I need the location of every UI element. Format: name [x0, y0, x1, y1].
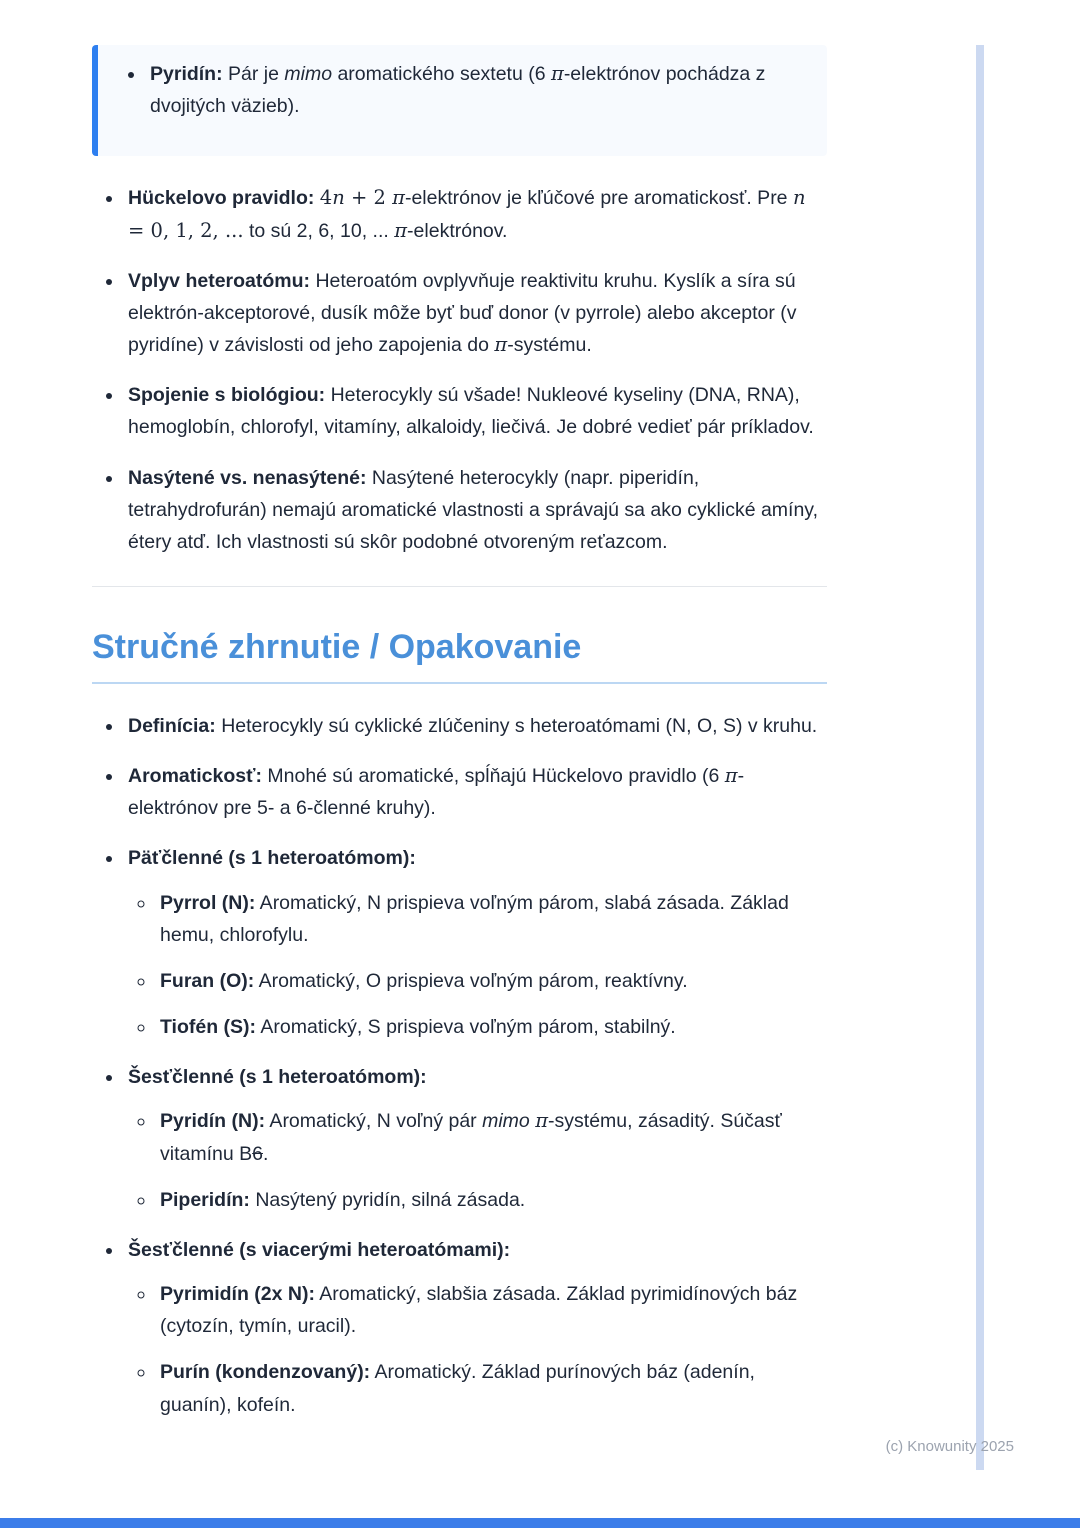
text-segment: to sú 2, 6, 10, ...: [243, 219, 395, 242]
list-item-text: [160, 970, 688, 992]
list-item: [124, 379, 827, 443]
text-segment: Aromatický. Základ purínových báz (adenín, guanín), kofeín.: [160, 1361, 755, 1416]
text-segment: Aromatický, O prispieva voľným párom, reaktívny.: [254, 969, 688, 992]
sub-list: [128, 887, 827, 1044]
text-segment: -elektrónov.: [407, 219, 508, 242]
page-edge-strip: [976, 45, 984, 1470]
text-segment: Aromatický, S prispieva voľným párom, stabilný.: [256, 1016, 676, 1039]
text-segment: .: [262, 1142, 269, 1165]
text-segment: Aromatický, slabšia zásada. Základ pyrimidínových báz (cytozín, tymín, uracil).: [160, 1283, 798, 1338]
text-segment: aromatického sextetu (6: [332, 63, 551, 85]
callout: [92, 45, 827, 156]
text-segment: -systému, zásaditý. Súčasť vitamínu B: [160, 1110, 782, 1165]
list-item-text: [160, 892, 789, 946]
sub-list-item: [156, 1011, 827, 1043]
text-segment: Nasýtený pyridín, silná zásada.: [249, 1188, 526, 1211]
sub-list-item: [156, 1356, 827, 1420]
list-item-text: [160, 1283, 797, 1337]
text-segment: n: [332, 186, 345, 210]
text-segment: Tiofén (S):: [160, 1016, 257, 1039]
list-item-text: [128, 765, 744, 819]
list-item-text: [160, 1016, 676, 1038]
text-segment: Pyrimidín (2x N):: [160, 1283, 315, 1306]
text-segment: n: [792, 186, 806, 210]
sub-list: [128, 1278, 827, 1421]
text-segment: Pyridín (N):: [160, 1110, 266, 1133]
text-segment: mimo: [482, 1110, 530, 1133]
text-segment: Päťčlenné (s 1 heteroatómom):: [128, 847, 416, 870]
content-column: [92, 45, 827, 1421]
section-heading: Stručné zhrnutie / Opakovanie: [92, 627, 827, 684]
text-segment: Heterocykly sú všade! Nukleové kyseliny (DNA, RNA), hemoglobín, chlorofyl, vitamíny, alkaloidy, liečivá. Je dobré vedieť pár príkladov.: [128, 384, 814, 439]
text-segment: π: [724, 764, 738, 788]
notes-list: [92, 182, 827, 558]
list-item-text: [128, 1239, 510, 1261]
list-item-text: [160, 1189, 525, 1211]
text-segment: mimo: [284, 63, 333, 85]
text-segment: Šesťčlenné (s viacerými heteroatómami):: [128, 1238, 511, 1261]
text-segment: Furan (O):: [160, 969, 255, 992]
sub-list-item: [156, 887, 827, 951]
text-segment: Purín (kondenzovaný):: [160, 1361, 371, 1384]
list-item-text: [128, 847, 416, 869]
list-item-text: [128, 270, 797, 356]
text-segment: 4: [319, 186, 333, 210]
footer-credit: (c) Knowunity 2025: [885, 1438, 1014, 1455]
list-item-text: [128, 715, 817, 737]
text-segment: Definícia:: [128, 714, 216, 737]
bottom-accent-bar: [0, 1518, 1080, 1528]
summary-list: [92, 710, 827, 1421]
sub-list-item: [156, 1278, 827, 1342]
text-segment: Mnohé sú aromatické, spĺňajú Hückelovo pravidlo (6: [261, 765, 725, 788]
list-item: [124, 182, 827, 246]
list-item-text: [128, 467, 818, 553]
text-segment: Vplyv heteroatómu:: [128, 269, 311, 292]
callout-list: [120, 58, 799, 122]
text-segment: -elektrónov pre 5- a 6-členné kruhy).: [128, 765, 745, 820]
text-segment: π: [394, 218, 408, 242]
sub-list-item: [156, 1184, 827, 1216]
list-item: [124, 1234, 827, 1421]
text-segment: π: [550, 62, 564, 85]
text-segment: Aromatický, N voľný pár: [265, 1110, 483, 1133]
sub-list: [128, 1105, 827, 1216]
text-segment: π: [392, 186, 405, 210]
text-segment: Šesťčlenné (s 1 heteroatómom):: [128, 1066, 427, 1089]
list-item-text: [160, 1110, 782, 1164]
list-item: [146, 58, 799, 122]
text-segment: Heterocykly sú cyklické zlúčeniny s heteroatómami (N, O, S) v kruhu.: [215, 714, 818, 737]
list-item: [124, 462, 827, 559]
text-segment: -elektrónov je kľúčové pre aromatickosť. Pre: [404, 187, 793, 210]
list-item: [124, 760, 827, 824]
list-item: [124, 710, 827, 742]
sub-list-item: [156, 965, 827, 997]
list-item: [124, 842, 827, 1043]
text-segment: + 2: [344, 186, 393, 210]
list-item-text: [128, 384, 814, 438]
text-segment: Aromatický, N prispieva voľným párom, slabá zásada. Základ hemu, chlorofylu.: [160, 891, 789, 946]
text-segment: Hückelovo pravidlo:: [128, 187, 315, 210]
text-segment: Aromatickosť:: [128, 765, 262, 788]
list-item-text: [150, 63, 765, 117]
text-segment: Nasýtené vs. nenasýtené:: [128, 466, 367, 489]
text-segment: Pyridín:: [150, 63, 223, 85]
list-item-text: [128, 187, 806, 241]
list-item-text: [128, 1066, 427, 1088]
text-segment: -systému.: [507, 334, 592, 357]
text-segment: = 0, 1, 2, ...: [128, 218, 244, 242]
text-segment: Pár je: [222, 63, 285, 85]
sub-list-item: [156, 1105, 827, 1169]
text-segment: Pyrrol (N):: [160, 891, 256, 914]
text-segment: 6: [252, 1142, 263, 1165]
text-segment: -elektrónov pochádza z dvojitých väzieb).: [150, 63, 766, 118]
text-segment: π: [494, 333, 508, 357]
list-item: [124, 1061, 827, 1216]
text-segment: π: [535, 1109, 549, 1133]
list-item: [124, 265, 827, 362]
text-segment: Heteroatóm ovplyvňuje reaktivitu kruhu. Kyslík a síra sú elektrón-akceptorové, dusík môže byť buď donor (v pyrrole) alebo akceptor (v pyridíne) v závislosti od jeho zapojenia do: [128, 269, 797, 357]
text-segment: Spojenie s biológiou:: [128, 384, 326, 407]
section-divider: [92, 586, 827, 587]
text-segment: Piperidín:: [160, 1188, 250, 1211]
list-item-text: [160, 1361, 755, 1415]
text-segment: Nasýtené heterocykly (napr. piperidín, tetrahydrofurán) nemajú aromatické vlastnosti a správajú sa ako cyklické amíny, étery atď. Ich vlastnosti sú skôr podobné otvoreným reťazcom.: [128, 466, 819, 553]
